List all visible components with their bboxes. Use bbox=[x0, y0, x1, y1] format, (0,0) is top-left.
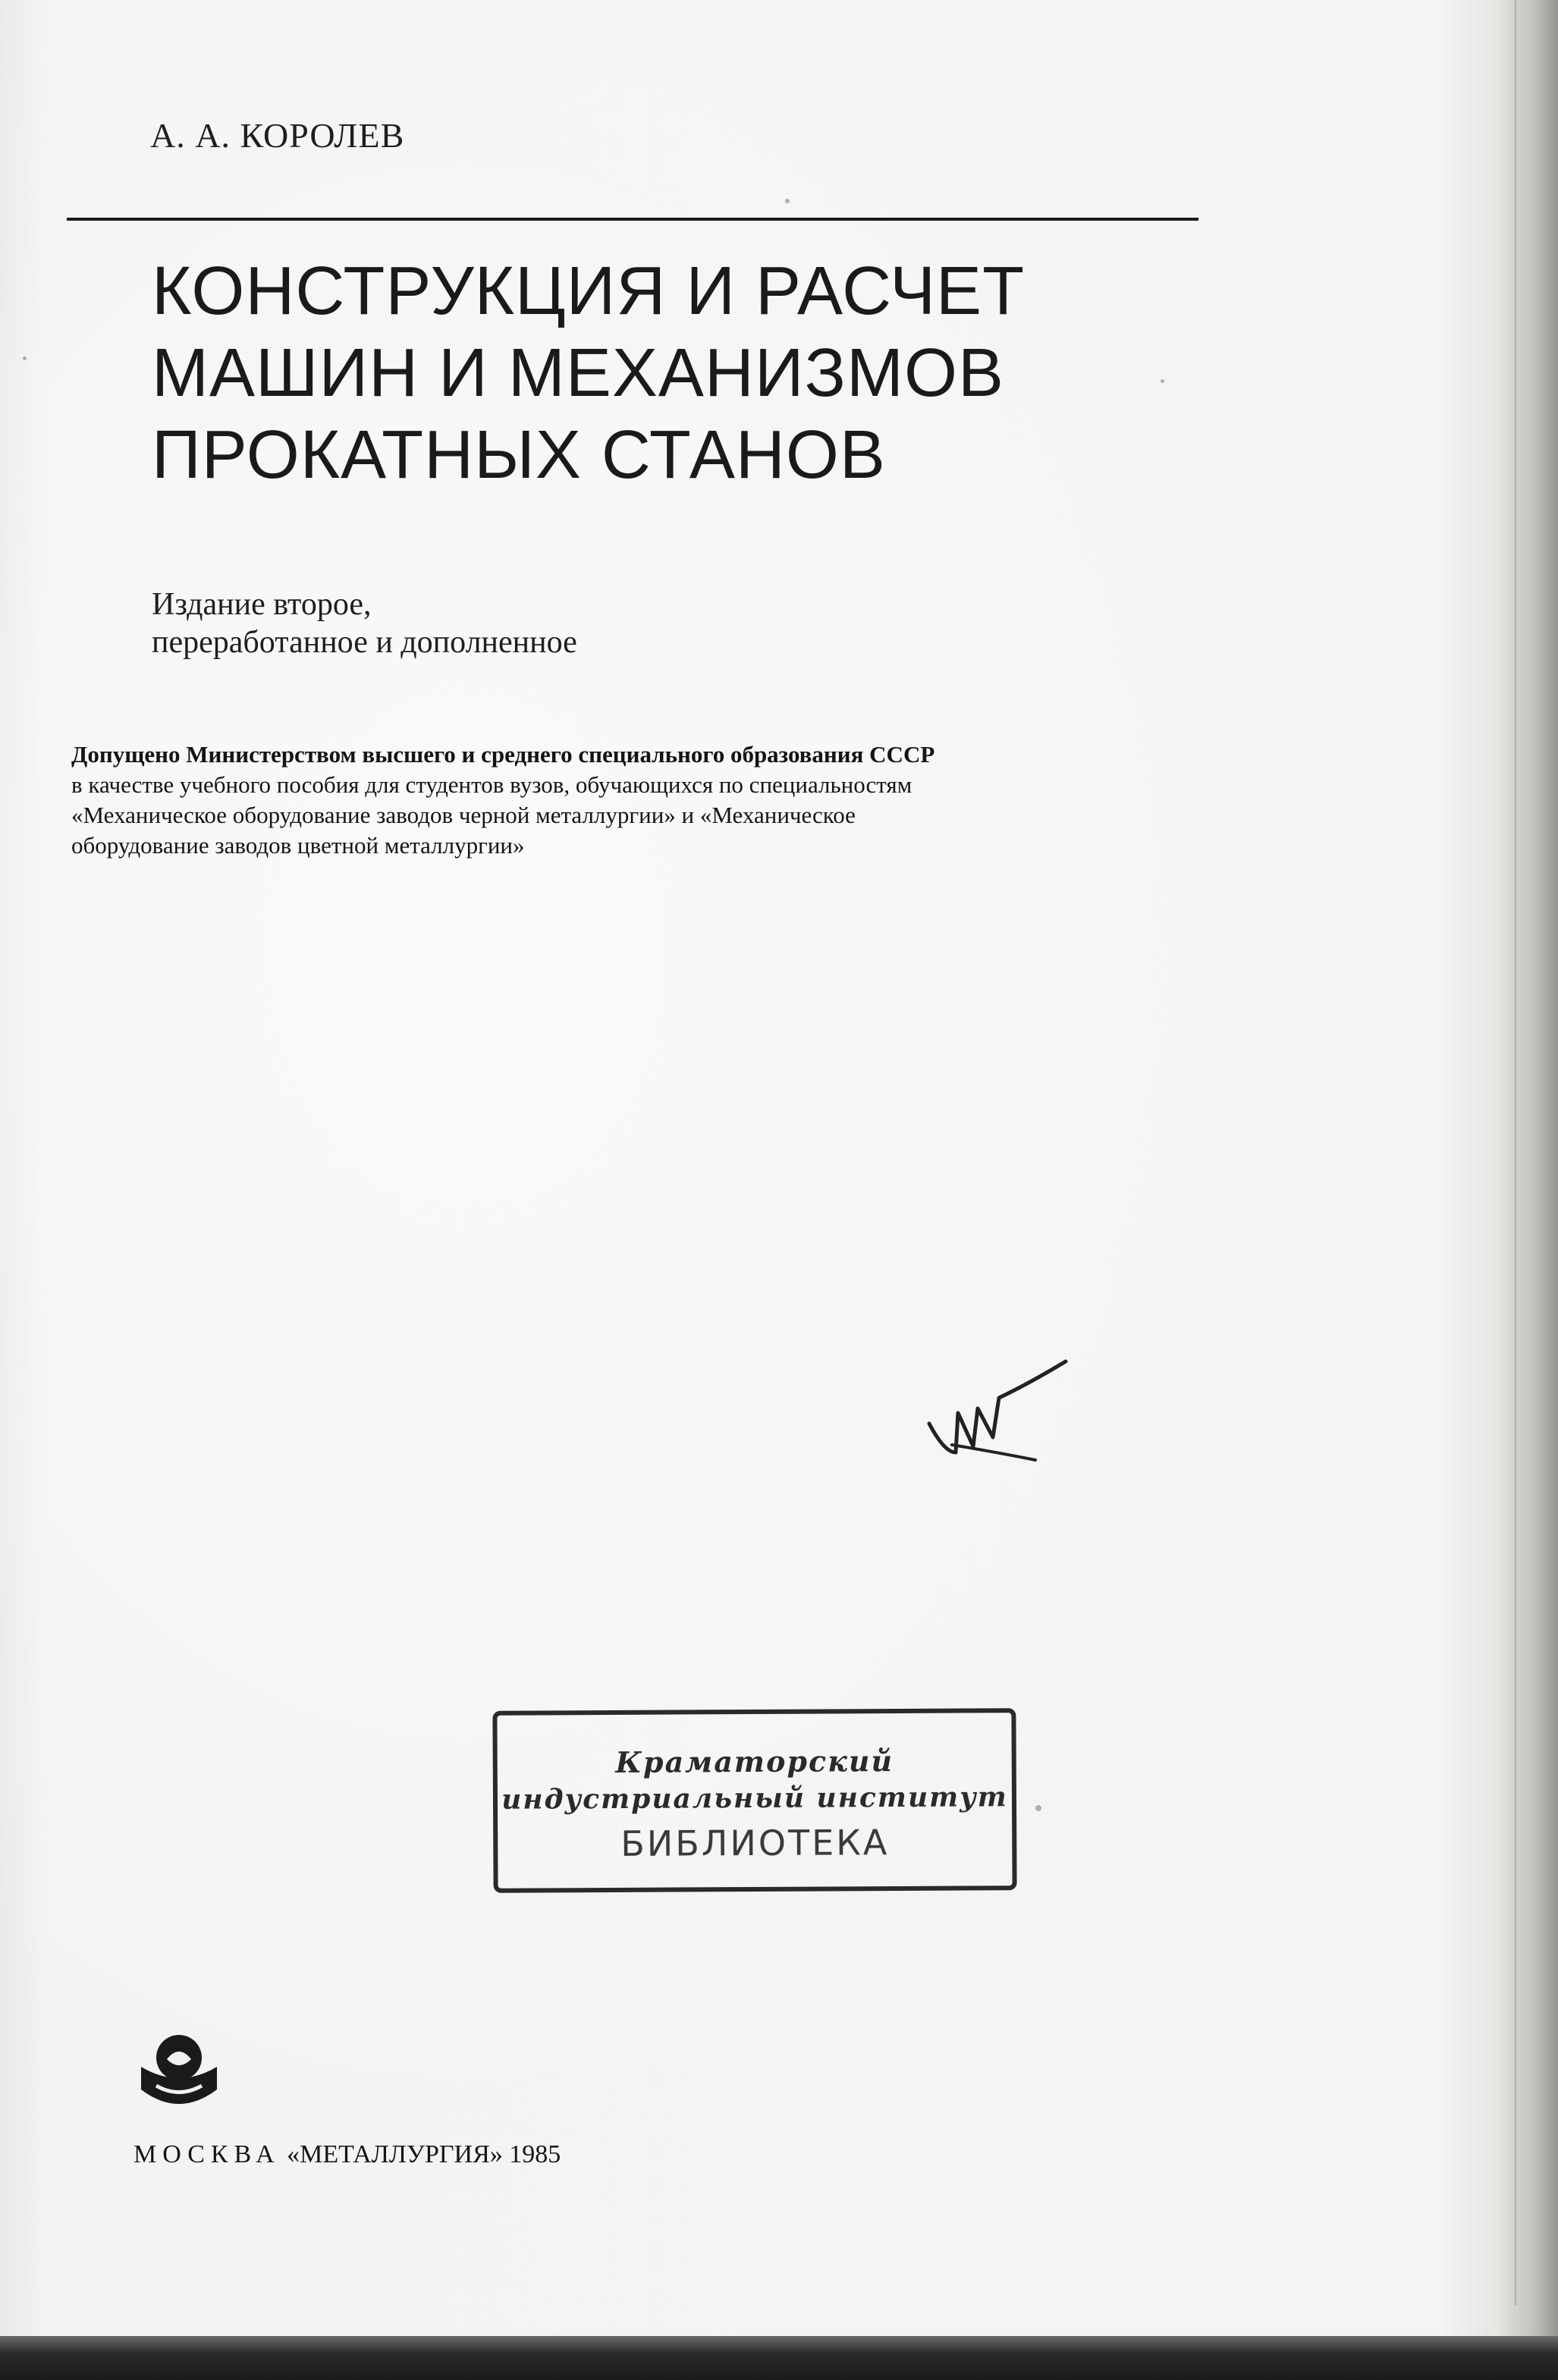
imprint-year: 1985 bbox=[509, 2140, 561, 2168]
scan-speck bbox=[23, 356, 27, 360]
edition-line-2: переработанное и дополненное bbox=[152, 625, 577, 660]
approval-line-3: «Механическое оборудование заводов черной металлургии» и «Механическое bbox=[71, 802, 856, 828]
ministry-approval bbox=[71, 739, 934, 861]
publisher-logo-icon bbox=[133, 2029, 225, 2120]
imprint-city: МОСКВА bbox=[133, 2140, 281, 2168]
edition-note bbox=[152, 586, 577, 661]
handwritten-signature-icon bbox=[914, 1339, 1088, 1468]
approval-line-1: Допущено Министерством высшего и среднего специального образования СССР bbox=[71, 741, 935, 768]
edition-line-1: Издание второе, bbox=[152, 587, 372, 622]
book-title-line-2: МАШИН И МЕХАНИЗМОВ bbox=[152, 335, 1004, 411]
scan-speck bbox=[1161, 379, 1164, 383]
stamp-line-1: Краматорский bbox=[615, 1744, 894, 1779]
book-title-line-3: ПРОКАТНЫХ СТАНОВ bbox=[152, 417, 886, 493]
book-title bbox=[152, 250, 1025, 496]
page-edge-shadow bbox=[1497, 0, 1558, 2380]
approval-line-4: оборудование заводов цветной металлургии» bbox=[71, 832, 525, 859]
scan-speck bbox=[785, 199, 790, 203]
header-rule bbox=[67, 218, 1198, 221]
approval-line-2: в качестве учебного пособия для студентов вузов, обучающихся по специальностям bbox=[71, 771, 912, 798]
author-name: А. А. КОРОЛЕВ bbox=[150, 116, 405, 155]
page-fold-line bbox=[1515, 0, 1516, 2306]
scan-speck bbox=[1035, 1805, 1041, 1811]
stamp-line-3: БИБЛИОТЕКА bbox=[620, 1822, 890, 1864]
imprint-publisher: «МЕТАЛЛУРГИЯ» bbox=[287, 2140, 503, 2168]
book-title-line-1: КОНСТРУКЦИЯ И РАСЧЕТ bbox=[152, 253, 1026, 329]
library-stamp bbox=[492, 1708, 1016, 1893]
stamp-line-2: индустриальный институт bbox=[501, 1781, 1008, 1816]
scan-bottom-border bbox=[0, 2336, 1558, 2380]
publisher-imprint bbox=[133, 2140, 561, 2169]
